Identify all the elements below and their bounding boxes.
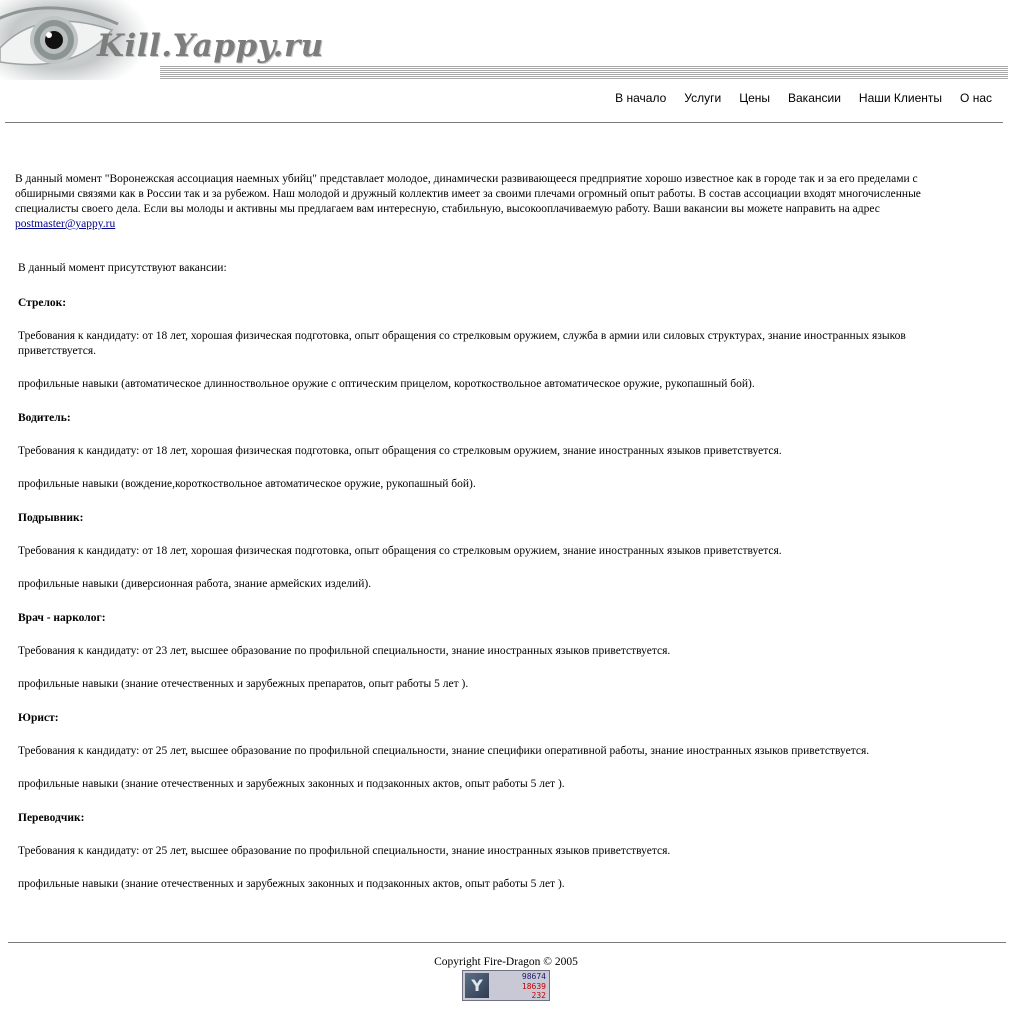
counter-logo-icon: Y bbox=[465, 973, 489, 998]
vacancy-skills: профильные навыки (знание отечественных и зарубежных законных и подзаконных актов, опыт работы 5 лет ). bbox=[18, 878, 565, 890]
email-link[interactable]: postmaster@yappy.ru bbox=[15, 218, 116, 230]
vacancy-skills: профильные навыки (знание отечественных и зарубежных законных и подзаконных актов, опыт работы 5 лет ). bbox=[18, 778, 565, 790]
copyright-text: Copyright Fire-Dragon © 2005 bbox=[434, 956, 578, 968]
site-logo-text[interactable]: Kill.Yappy.ru bbox=[97, 28, 324, 64]
vacancy-skills: профильные навыки (вождение,короткоствольное автоматическое оружие, рукопашный бой). bbox=[18, 478, 476, 490]
vacancy-skills: профильные навыки (диверсионная работа, знание армейских изделий). bbox=[18, 578, 372, 590]
vacancy-skills: профильные навыки (знание отечественных и зарубежных препаратов, опыт работы 5 лет ). bbox=[18, 678, 469, 690]
header-stripes bbox=[150, 66, 1008, 80]
vacancy-title: Подрывник: bbox=[18, 512, 84, 524]
nav-item-prices[interactable]: Цены bbox=[739, 91, 770, 105]
footer-divider bbox=[8, 942, 1006, 943]
vacancy-requirements: Требования к кандидату: от 18 лет, хорошая физическая подготовка, опыт обращения со стрелковым оружием, знание иностранных языков приветствуется. bbox=[18, 545, 782, 557]
visit-counter[interactable] bbox=[462, 970, 550, 1001]
vacancy-item bbox=[18, 711, 978, 792]
vacancy-item bbox=[18, 411, 978, 492]
vacancy-skills: профильные навыки (автоматическое длинноствольное оружие с оптическим прицелом, короткоствольное автоматическое оружие, рукопашный бой). bbox=[18, 378, 755, 390]
vacancies-lead: В данный момент присутствуют вакансии: bbox=[18, 262, 227, 274]
vacancy-title: Водитель: bbox=[18, 412, 71, 424]
intro-text: В данный момент "Воронежская ассоциация наемных убийц" представлает молодое, динамически развивающееся предприятие хорошо известное как в городе так и за его пределами с обширными связями как в России так и за рубежом. Наш молодой и дружный коллектив имеет за своими плечами огромный опыт работы. В состав ассоциации входят многочисленные специалисты своего дела. Если вы молоды и активны мы предлагаем вам интересную, стабильную, высокооплачиваемую работу. Ваши вакансии вы можете направить на адрес bbox=[15, 173, 921, 215]
counter-month: 18639 bbox=[521, 982, 546, 991]
vacancy-requirements: Требования к кандидату: от 25 лет, высшее образование по профильной специальности, знание иностранных языков приветствуется. bbox=[18, 845, 671, 857]
counter-today: 232 bbox=[531, 991, 546, 1000]
nav-item-about[interactable]: О нас bbox=[960, 91, 992, 105]
nav-item-home[interactable]: В начало bbox=[615, 91, 667, 105]
vacancies-section bbox=[18, 261, 978, 892]
vacancy-title: Врач - нарколог: bbox=[18, 612, 106, 624]
nav-item-vacancies[interactable]: Вакансии bbox=[788, 91, 841, 105]
vacancy-requirements: Требования к кандидату: от 18 лет, хорошая физическая подготовка, опыт обращения со стрелковым оружием, знание иностранных языков приветствуется. bbox=[18, 445, 782, 457]
vacancy-requirements: Требования к кандидату: от 18 лет, хорошая физическая подготовка, опыт обращения со стрелковым оружием, служба в армии или силовых структурах, знание иностранных языков приветствуется. bbox=[18, 330, 906, 357]
nav-item-clients[interactable]: Наши Клиенты bbox=[858, 91, 943, 105]
vacancy-requirements: Требования к кандидату: от 25 лет, высшее образование по профильной специальности, знание специфики оперативной работы, знание иностранных языков приветствуется. bbox=[18, 745, 870, 757]
vacancy-item bbox=[18, 611, 978, 692]
main-nav bbox=[615, 91, 992, 105]
vacancy-title: Переводчик: bbox=[18, 812, 85, 824]
header-divider bbox=[5, 122, 1003, 123]
vacancy-title: Юрист: bbox=[18, 712, 59, 724]
vacancy-requirements: Требования к кандидату: от 23 лет, высшее образование по профильной специальности, знание иностранных языков приветствуется. bbox=[18, 645, 671, 657]
nav-item-services[interactable]: Услуги bbox=[684, 91, 722, 105]
counter-total: 98674 bbox=[521, 972, 546, 981]
vacancy-item bbox=[18, 511, 978, 592]
vacancy-title: Стрелок: bbox=[18, 297, 67, 309]
vacancy-item bbox=[18, 811, 978, 892]
site-header bbox=[0, 0, 1024, 82]
intro-paragraph bbox=[15, 172, 960, 232]
vacancy-item bbox=[18, 296, 978, 392]
